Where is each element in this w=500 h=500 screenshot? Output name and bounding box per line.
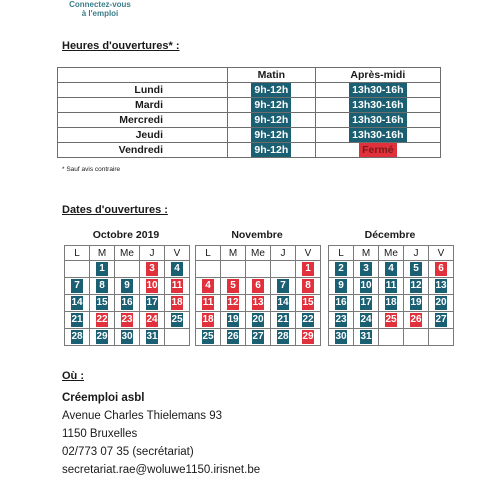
weekday-label: V (165, 246, 190, 261)
calendar-day-cell (404, 261, 429, 278)
closed-day: 3 (146, 262, 158, 276)
open-day: 11 (385, 280, 397, 291)
calendar-week-row (196, 295, 321, 312)
day-label: Lundi (58, 83, 228, 98)
calendar-day-cell (221, 295, 246, 312)
closed-day: 29 (302, 331, 314, 342)
open-day: 14 (71, 297, 83, 308)
hours-row (58, 113, 441, 128)
open-day: 2 (335, 262, 347, 276)
calendar-day-cell (90, 329, 115, 346)
calendar-day-cell (404, 295, 429, 312)
calendar-day-cell (404, 329, 429, 346)
weekday-label: J (140, 246, 165, 261)
calendar-day-cell (165, 295, 190, 312)
closed-day: 4 (202, 279, 214, 293)
open-day: 23 (335, 314, 347, 325)
calendar-day-cell (140, 261, 165, 278)
calendar-day-cell (115, 261, 140, 278)
closed-day: 6 (435, 262, 447, 276)
open-day: 22 (302, 314, 314, 325)
afternoon-cell (315, 128, 440, 143)
calendar-week-row (329, 312, 454, 329)
open-day: 7 (71, 279, 83, 293)
calendar-day-cell (379, 261, 404, 278)
calendar-october (64, 245, 190, 346)
closed-day: 13 (252, 297, 264, 308)
morning-hours: 9h-12h (251, 98, 291, 112)
calendar-day-cell (115, 278, 140, 295)
calendar-day-cell (271, 329, 296, 346)
day-label: Mardi (58, 98, 228, 113)
calendar-day-cell (296, 329, 321, 346)
calendar-day-cell (140, 329, 165, 346)
calendar-day-cell (329, 312, 354, 329)
morning-hours: 9h-12h (251, 128, 291, 142)
calendar-day-cell (90, 312, 115, 329)
closed-day: 11 (171, 280, 183, 291)
calendar-day-cell (115, 312, 140, 329)
calendar-day-cell (271, 295, 296, 312)
weekday-label: L (196, 246, 221, 261)
calendar-week-row (329, 329, 454, 346)
closed-day: 24 (146, 314, 158, 325)
weekday-label: M (221, 246, 246, 261)
calendar-day-cell (221, 312, 246, 329)
afternoon-hours: 13h30-16h (349, 83, 406, 97)
closed-day: 18 (202, 314, 214, 325)
hours-heading: Heures d'ouvertures* : (62, 40, 180, 52)
open-day: 29 (96, 331, 108, 342)
open-day: 16 (121, 297, 133, 308)
calendar-day-cell (165, 278, 190, 295)
calendar-day-cell (221, 329, 246, 346)
open-day: 30 (335, 331, 347, 342)
calendar-day-cell (221, 278, 246, 295)
calendar-title-december: Décembre (364, 229, 416, 241)
calendar-day-cell (354, 312, 379, 329)
calendar-week-row (65, 329, 190, 346)
calendar-day-cell (379, 295, 404, 312)
open-day: 16 (335, 297, 347, 308)
calendar-day-cell (196, 278, 221, 295)
open-day: 9 (335, 279, 347, 293)
morning-cell (228, 83, 316, 98)
open-day: 30 (121, 331, 133, 342)
calendar-day-cell (354, 329, 379, 346)
open-day: 1 (96, 262, 108, 276)
morning-cell (228, 113, 316, 128)
calendar-day-cell (196, 261, 221, 278)
tagline-line2: à l'emploi (81, 9, 119, 18)
calendar-week-row (196, 261, 321, 278)
calendar-week-row (65, 312, 190, 329)
closed-day: 25 (385, 314, 397, 325)
calendar-day-cell (271, 261, 296, 278)
open-day: 20 (252, 314, 264, 325)
open-day: 20 (435, 297, 447, 308)
calendar-day-cell (296, 278, 321, 295)
open-day: 24 (360, 314, 372, 325)
weekday-label: J (404, 246, 429, 261)
calendar-day-cell (65, 261, 90, 278)
closed-day: 12 (227, 297, 239, 308)
calendar-week-row (329, 278, 454, 295)
open-day: 27 (435, 314, 447, 325)
calendar-day-cell (296, 295, 321, 312)
morning-cell (228, 128, 316, 143)
weekday-label: V (429, 246, 454, 261)
email-link[interactable]: secretariat.rae@woluwe1150.irisnet.be (62, 464, 261, 476)
weekday-label: Me (246, 246, 271, 261)
hours-row (58, 98, 441, 113)
calendar-day-cell (271, 312, 296, 329)
calendar-title-november: Novembre (231, 229, 283, 241)
calendar-day-cell (354, 295, 379, 312)
open-day: 26 (227, 331, 239, 342)
calendar-day-cell (165, 261, 190, 278)
weekday-label: J (271, 246, 296, 261)
hours-row (58, 83, 441, 98)
calendar-day-cell (140, 278, 165, 295)
morning-hours: 9h-12h (251, 113, 291, 127)
weekday-header-row (196, 246, 321, 261)
calendar-day-cell (296, 261, 321, 278)
weekday-label: Me (379, 246, 404, 261)
open-day: 4 (385, 262, 397, 276)
calendar-week-row (329, 295, 454, 312)
open-day: 4 (171, 262, 183, 276)
calendar-day-cell (329, 261, 354, 278)
open-day: 12 (410, 280, 422, 291)
afternoon-hours: 13h30-16h (349, 113, 406, 127)
morning-cell (228, 143, 316, 158)
day-label: Vendredi (58, 143, 228, 158)
calendar-day-cell (271, 278, 296, 295)
closed-day: 6 (252, 279, 264, 293)
weekday-label: V (296, 246, 321, 261)
location-heading: Où : (62, 370, 84, 382)
calendar-day-cell (379, 312, 404, 329)
calendar-day-cell (65, 312, 90, 329)
calendar-day-cell (429, 295, 454, 312)
calendar-day-cell (429, 278, 454, 295)
phone: 02/773 07 35 (secrétariat) (62, 446, 194, 458)
weekday-header-row (65, 246, 190, 261)
weekday-label: M (354, 246, 379, 261)
day-label: Mercredi (58, 113, 228, 128)
calendar-day-cell (196, 295, 221, 312)
calendar-day-cell (404, 312, 429, 329)
hours-footnote: * Sauf avis contraire (62, 166, 121, 173)
afternoon-cell (315, 143, 440, 158)
weekday-header-row (329, 246, 454, 261)
calendar-week-row (196, 329, 321, 346)
weekday-label: L (329, 246, 354, 261)
calendar-day-cell (140, 312, 165, 329)
calendar-day-cell (221, 261, 246, 278)
calendar-november (195, 245, 321, 346)
closed-day: 15 (302, 297, 314, 308)
open-day: 7 (277, 279, 289, 293)
open-day: 21 (277, 314, 289, 325)
calendar-week-row (329, 261, 454, 278)
calendar-day-cell (246, 295, 271, 312)
day-label: Jeudi (58, 128, 228, 143)
open-day: 14 (277, 297, 289, 308)
afternoon-cell (315, 113, 440, 128)
calendar-day-cell (65, 329, 90, 346)
calendar-week-row (65, 295, 190, 312)
hours-header-row (58, 68, 441, 83)
open-day: 28 (277, 331, 289, 342)
afternoon-hours: 13h30-16h (349, 98, 406, 112)
org-name: Créemploi asbl (62, 392, 145, 404)
calendar-day-cell (196, 329, 221, 346)
calendar-day-cell (140, 295, 165, 312)
open-day: 13 (435, 280, 447, 291)
calendar-day-cell (115, 329, 140, 346)
weekday-label: L (65, 246, 90, 261)
morning-hours: 9h-12h (251, 143, 291, 157)
calendar-day-cell (379, 278, 404, 295)
closed-day: 10 (146, 280, 158, 291)
calendar-week-row (196, 312, 321, 329)
closed-badge: Fermé (359, 143, 397, 157)
calendar-week-row (65, 261, 190, 278)
closed-day: 23 (121, 314, 133, 325)
afternoon-hours: 13h30-16h (349, 128, 406, 142)
calendar-day-cell (246, 278, 271, 295)
open-day: 17 (146, 297, 158, 308)
weekday-label: Me (115, 246, 140, 261)
calendar-day-cell (196, 312, 221, 329)
col-afternoon: Après-midi (315, 68, 440, 83)
open-day: 21 (71, 314, 83, 325)
open-day: 5 (410, 262, 422, 276)
open-day: 25 (202, 331, 214, 342)
open-day: 25 (171, 314, 183, 325)
closed-day: 11 (202, 297, 214, 308)
open-day: 15 (96, 297, 108, 308)
open-day: 18 (385, 297, 397, 308)
open-day: 28 (71, 331, 83, 342)
calendar-week-row (65, 278, 190, 295)
tagline-line1: Connectez-vous (69, 0, 131, 9)
hours-table (57, 67, 441, 158)
calendar-day-cell (90, 278, 115, 295)
dates-heading: Dates d'ouvertures : (62, 204, 168, 216)
closed-day: 22 (96, 314, 108, 325)
closed-day: 1 (302, 262, 314, 276)
open-day: 8 (96, 279, 108, 293)
calendar-day-cell (246, 312, 271, 329)
hours-row (58, 128, 441, 143)
calendar-day-cell (65, 295, 90, 312)
closed-day: 5 (227, 279, 239, 293)
calendar-day-cell (296, 312, 321, 329)
calendar-day-cell (165, 329, 190, 346)
calendar-day-cell (246, 261, 271, 278)
calendar-day-cell (115, 295, 140, 312)
hours-corner-cell (58, 68, 228, 83)
calendar-title-october: Octobre 2019 (92, 229, 160, 241)
calendar-day-cell (329, 278, 354, 295)
open-day: 9 (121, 279, 133, 293)
calendar-day-cell (246, 329, 271, 346)
morning-cell (228, 98, 316, 113)
header-tagline (0, 0, 200, 18)
hours-row (58, 143, 441, 158)
calendar-day-cell (404, 278, 429, 295)
city: 1150 Bruxelles (62, 428, 138, 440)
calendar-day-cell (165, 312, 190, 329)
open-day: 19 (410, 297, 422, 308)
calendar-day-cell (429, 312, 454, 329)
calendar-day-cell (90, 261, 115, 278)
open-day: 2 (124, 263, 130, 274)
open-day: 17 (360, 297, 372, 308)
calendar-day-cell (65, 278, 90, 295)
afternoon-cell (315, 83, 440, 98)
afternoon-cell (315, 98, 440, 113)
closed-day: 8 (302, 279, 314, 293)
col-morning: Matin (228, 68, 316, 83)
calendar-day-cell (354, 278, 379, 295)
closed-day: 18 (171, 297, 183, 308)
calendar-day-cell (379, 329, 404, 346)
calendar-day-cell (354, 261, 379, 278)
open-day: 3 (360, 262, 372, 276)
street-address: Avenue Charles Thielemans 93 (62, 410, 223, 422)
calendar-week-row (196, 278, 321, 295)
calendar-december (328, 245, 454, 346)
calendar-day-cell (429, 329, 454, 346)
open-day: 10 (360, 280, 372, 291)
open-day: 31 (146, 331, 158, 342)
weekday-label: M (90, 246, 115, 261)
closed-day: 26 (410, 314, 422, 325)
open-day: 27 (252, 331, 264, 342)
open-day: 31 (360, 331, 372, 342)
morning-hours: 9h-12h (251, 83, 291, 97)
calendar-day-cell (329, 295, 354, 312)
calendar-day-cell (90, 295, 115, 312)
calendar-day-cell (429, 261, 454, 278)
calendar-day-cell (329, 329, 354, 346)
open-day: 19 (227, 314, 239, 325)
